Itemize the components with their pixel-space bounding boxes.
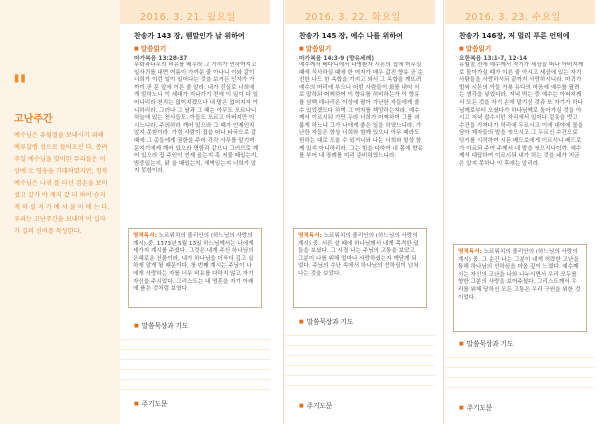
day-column-wednesday bbox=[445, 0, 595, 424]
scripture-reference: 요한복음 13:1-7, 12-14 bbox=[459, 56, 528, 62]
lords-prayer-heading: ■ 주기도문 bbox=[134, 398, 167, 408]
day-date: 2016. 3. 21. 월요일 bbox=[140, 12, 236, 23]
sidebar-panel bbox=[0, 0, 120, 424]
writing-area[interactable] bbox=[120, 330, 270, 390]
scripture-reference: 마가복음 14:3-9 (향유세례) bbox=[299, 56, 374, 62]
spiritual-reading-box bbox=[293, 228, 427, 308]
scripture-text: 예수께서 베다니에서 나병환자 시몬의 집에 머무실 때에 식사하실 때에 한 여자가 매우 값진 향유 곧 순전한 나드 한 옥합을 가지고 와서 그 옥합을 깨뜨려 예수의 머리에 부으니 어떤 사람들이 화를 내어 서로 말하되 어찌하여 이 향유를 허비하는가 이 향유를 삼백 데나리온 이상에 팔아 가난한 자들에게 줄 수 있었겠도다 하며 그 여자를 책망하는지라. 예수께서 이르시되 가만 두라 너희가 어찌하여 그를 괴롭게 하느냐 그가 나에게 좋은 일을 하였느니라. 가난한 자들은 항상 너희와 함께 있으니 아무 때라도 원하는 대로 도울 수 있거니와 나는 너희와 항상 함께 있지 아니하리라. 그는 힘을 다하여 내 몸에 향유를 부어 내 장례를 미리 준비하였느니라. bbox=[299, 62, 424, 160]
scripture-reference: 마가복음 13:28-37 bbox=[134, 56, 188, 62]
quote-mark-icon: " bbox=[12, 69, 28, 104]
lords-prayer-heading: ■ 주기도문 bbox=[459, 402, 492, 412]
writing-area[interactable] bbox=[445, 348, 595, 394]
column-divider bbox=[283, 0, 284, 424]
column-divider bbox=[443, 0, 444, 424]
meditation-heading: ■ 말씀묵상과 기도 bbox=[459, 338, 513, 348]
spiritual-reading-label: 영적독서: bbox=[298, 233, 322, 239]
spiritual-reading-box bbox=[453, 244, 587, 332]
spiritual-reading-text: 노르위치의 줄리안의 (하느님의 사랑의 계시) 중. 서른 살 때에 하나님께서 내게 목격한 일들을 보셨다. 그 시절 나는 주님의 고통을 보았고 그분이 나를 위해 얼마나 사랑하셨는지 깨닫게 되었다. 주님의 수난 속에서 하나님의 선하심이 넘쳐나는 것을 보았다. bbox=[298, 233, 419, 277]
meditation-heading: ■ 말씀묵상과 기도 bbox=[299, 316, 353, 326]
day-column-monday bbox=[120, 0, 270, 424]
lords-prayer-heading: ■ 주기도문 bbox=[299, 400, 332, 410]
day-column-tuesday bbox=[285, 0, 435, 424]
sidebar-title: 고난주간 bbox=[14, 114, 53, 125]
hymn-line: 찬송가 145 장, 예수 나를 위하여 bbox=[299, 32, 403, 40]
sidebar-body: 예수님은 유월절을 보내시기 위해 예루살렘 성으로 들어오신 다. 종려주일 예수님을 맞이한 무리들은 이상에 오 영웅을 기대하였지만, 정작 예수님은 나귀 를 타신 겸손을 보이셨고 갈가 야 계지 갔 더 하이 승지 게 하 실 저 가 예 셔 꿀 이 에 는 다. 우리는 고난주간을 보내며 이 십자가 길의 신비를 묵상한다. bbox=[14, 132, 110, 235]
scripture-text: 무화과나무의 비유를 배우라 그 가지가 연하여지고 잎사귀를 내면 여름이 가까운 줄 아나니 이와 같이 너희가 이런 일이 일어나는 것을 보거든 인자가 가까이 곧 문 앞에 이른 줄 알라. 내가 진실로 너희에게 말하노니 이 세대가 지나가기 전에 이 일이 다 일어나리라 천지는 없어지겠으나 내 말은 없어지지 아니하리라. 그러나 그 날과 그 때는 아무도 모르나니 하늘에 있는 천사들도, 아들도 모르고 아버지만 아시느니라. 주의하라 깨어 있으라 그 때가 언제인지 알지 못함이라. 가령 사람이 집을 떠나 타국으로 갈 때에 그 종들에게 권한을 주어 각각 사무를 맡기며 문지기에게 깨어 있으라 명함과 같으니 그러므로 깨어 있으라 집 주인이 언제 올는지 혹 저물 때일는지, 밤중일는지, 닭 울 때일는지, 새벽일는지 너희가 알지 못함이라. bbox=[134, 62, 259, 175]
section-reading-heading: ■ 말씀읽기 bbox=[299, 43, 331, 53]
spiritual-reading-label: 영적독서: bbox=[133, 233, 157, 239]
hymn-line: 찬송가 146장, 저 멀리 푸른 언덕에 bbox=[459, 32, 570, 40]
spiritual-reading-text: 노르위치의 줄리안의 (하느님의 사랑의 계시) 중. 1373년 5월 13일 하느님께서는 나에게 세가지 계시를 주셨다. 그것은 내게 주신 하나님의 은혜로운 선물이라, 내가 하나님을 더욱더 깊고 실하게 알게 될 때문이다. 첫 번째 계시는 주님이 나에게 사랑하는 자를 너무 비유를 다하지 않고 자기 자신을 주시었다. 그리스도는 내 영혼을 자기 아래에 품은 것처럼 보였다. bbox=[133, 233, 254, 293]
writing-area[interactable] bbox=[285, 326, 435, 386]
spiritual-reading-box bbox=[128, 228, 262, 308]
meditation-heading: ■ 말씀묵상과 기도 bbox=[134, 320, 188, 330]
scripture-text: 유월절 전에 예수께서 자기가 세상을 떠나 아버지께로 돌아가실 때가 이른 줄 아시고 세상에 있는 자기 사람들을 사랑하시되 끝까지 사랑하시니라. 마귀가 벌써 시몬의 아들 가룟 유다의 마음에 예수를 팔려는 생각을 넣었더라. 저녁 먹는 중 예수는 아버지께서 모든 것을 자기 손에 맡기신 것과 또 자기가 하나님께로부터 오셨다가 하나님께로 돌아가실 것을 아시고 저녁 잡수시던 자리에서 일어나 겉옷을 벗고 수건을 가져다가 허리에 두르시고 이에 대야에 물을 담아 제자들의 발을 씻으시고 그 두르신 수건으로 닦기를 시작하여 시몬 베드로에게 이르시니 베드로가 이르되 주여 주께서 내 발을 씻으시나이까. 예수께서 대답하여 이르시되 내가 하는 것을 네가 지금은 알지 못하나 이 후에는 알리라. bbox=[459, 62, 584, 167]
spiritual-reading-label: 영적독서: bbox=[458, 249, 482, 255]
hymn-line: 찬송가 143 장, 웬말인가 날 위하여 bbox=[134, 32, 245, 40]
section-reading-heading: ■ 말씀읽기 bbox=[134, 43, 166, 53]
section-reading-heading: ■ 말씀읽기 bbox=[459, 43, 491, 53]
day-date: 2016. 3. 23. 수요일 bbox=[465, 12, 561, 23]
day-date: 2016. 3. 22. 화요일 bbox=[305, 12, 401, 23]
spiritual-reading-text: 노르위치의 줄리안의 (하느님의 사랑의 계시) 중. 그 순간 나는 그분이 내게 허락한 고난을 통해 하나님의 선하심을 마음 깊이 느꼈다. 예수께서는 자신의 고난을 나와 나누시면서 우리 모두를 향한 그분의 사랑을 보여주셨다. 그리스도께서 우리를 위해 당하신 모든 고통은 우리 구원을 위한 것이었다. bbox=[458, 249, 581, 301]
